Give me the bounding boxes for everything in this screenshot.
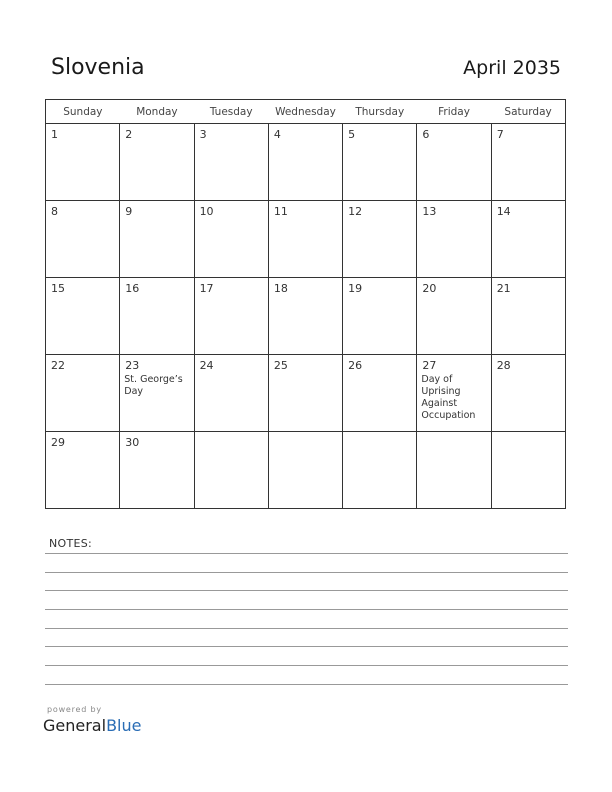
day-cell (491, 355, 565, 432)
day-cell (343, 124, 417, 201)
notes-line (45, 684, 568, 685)
notes-line (45, 646, 568, 647)
day-cell (491, 278, 565, 355)
day-cell (343, 201, 417, 278)
day-cell (343, 432, 417, 509)
day-cell (46, 355, 120, 432)
brand-general: General (43, 716, 107, 735)
day-number: 17 (199, 282, 214, 295)
week-row (46, 201, 566, 278)
day-cell (268, 201, 342, 278)
day-cell (194, 355, 268, 432)
day-number: 27 (422, 359, 437, 372)
day-number: 23 (125, 359, 140, 372)
notes-line (45, 572, 568, 573)
week-row (46, 278, 566, 355)
day-number: 14 (496, 205, 511, 218)
day-number: 16 (125, 282, 140, 295)
day-number: 1 (51, 128, 58, 141)
week-row (46, 432, 566, 509)
day-number: 22 (51, 359, 65, 372)
day-cell (120, 201, 194, 278)
weekday-thursday: Thursday (343, 100, 417, 124)
day-cell (491, 201, 565, 278)
day-number: 3 (199, 128, 207, 141)
day-number: 10 (199, 205, 214, 218)
weekday-sunday: Sunday (46, 100, 120, 124)
holiday-label: St. George’s Day (124, 374, 183, 397)
day-cell (343, 355, 417, 432)
notes-line (45, 609, 568, 610)
day-number: 8 (51, 205, 58, 218)
day-cell (120, 355, 194, 432)
day-cell (46, 432, 120, 509)
calendar-body (46, 124, 566, 509)
day-cell (268, 124, 342, 201)
day-cell (46, 124, 120, 201)
week-row (46, 355, 566, 432)
notes-line (45, 590, 568, 591)
day-cell (417, 355, 491, 432)
brand-blue: Blue (106, 716, 142, 735)
day-cell (491, 124, 565, 201)
day-cell (46, 201, 120, 278)
weekday-friday: Friday (417, 100, 491, 124)
day-number: 5 (348, 128, 356, 141)
weekday-monday: Monday (120, 100, 194, 124)
day-cell (194, 201, 268, 278)
notes-line (45, 553, 568, 554)
day-number: 28 (496, 359, 511, 372)
day-cell (268, 432, 342, 509)
day-cell (120, 432, 194, 509)
day-cell (120, 124, 194, 201)
day-cell (417, 124, 491, 201)
day-number: 12 (348, 205, 363, 218)
day-cell (194, 432, 268, 509)
day-cell (491, 432, 565, 509)
day-number: 30 (125, 436, 140, 449)
day-number: 24 (199, 359, 214, 372)
day-number: 15 (51, 282, 65, 295)
day-number: 26 (348, 359, 363, 372)
week-row (46, 124, 566, 201)
day-cell (194, 124, 268, 201)
day-cell (343, 278, 417, 355)
calendar-grid (45, 99, 566, 509)
day-cell (417, 432, 491, 509)
notes-label: NOTES: (49, 537, 93, 550)
day-cell (268, 355, 342, 432)
day-cell (268, 278, 342, 355)
weekday-wednesday: Wednesday (268, 100, 342, 124)
day-number: 20 (422, 282, 437, 295)
day-number: 2 (125, 128, 133, 141)
holiday-label: Day of Uprising Against Occupation (421, 374, 476, 421)
day-cell (120, 278, 194, 355)
day-number: 9 (125, 205, 133, 218)
day-number: 11 (273, 205, 288, 218)
day-number: 19 (348, 282, 363, 295)
month-title: April 2035 (463, 57, 561, 79)
day-cell (417, 278, 491, 355)
day-number: 7 (496, 128, 504, 141)
weekday-saturday: Saturday (491, 100, 565, 124)
day-number: 21 (496, 282, 511, 295)
powered-by-text: powered by (47, 705, 102, 714)
day-cell (194, 278, 268, 355)
weekday-tuesday: Tuesday (194, 100, 268, 124)
notes-line (45, 665, 568, 666)
day-number: 6 (422, 128, 430, 141)
day-number: 29 (51, 436, 65, 449)
brand-logo (43, 716, 141, 735)
day-number: 13 (422, 205, 437, 218)
weekday-header-row (46, 100, 566, 124)
day-cell (46, 278, 120, 355)
day-number: 25 (273, 359, 288, 372)
country-title: Slovenia (51, 55, 145, 80)
day-number: 4 (273, 128, 281, 141)
day-cell (417, 201, 491, 278)
day-number: 18 (273, 282, 288, 295)
notes-line (45, 628, 568, 629)
